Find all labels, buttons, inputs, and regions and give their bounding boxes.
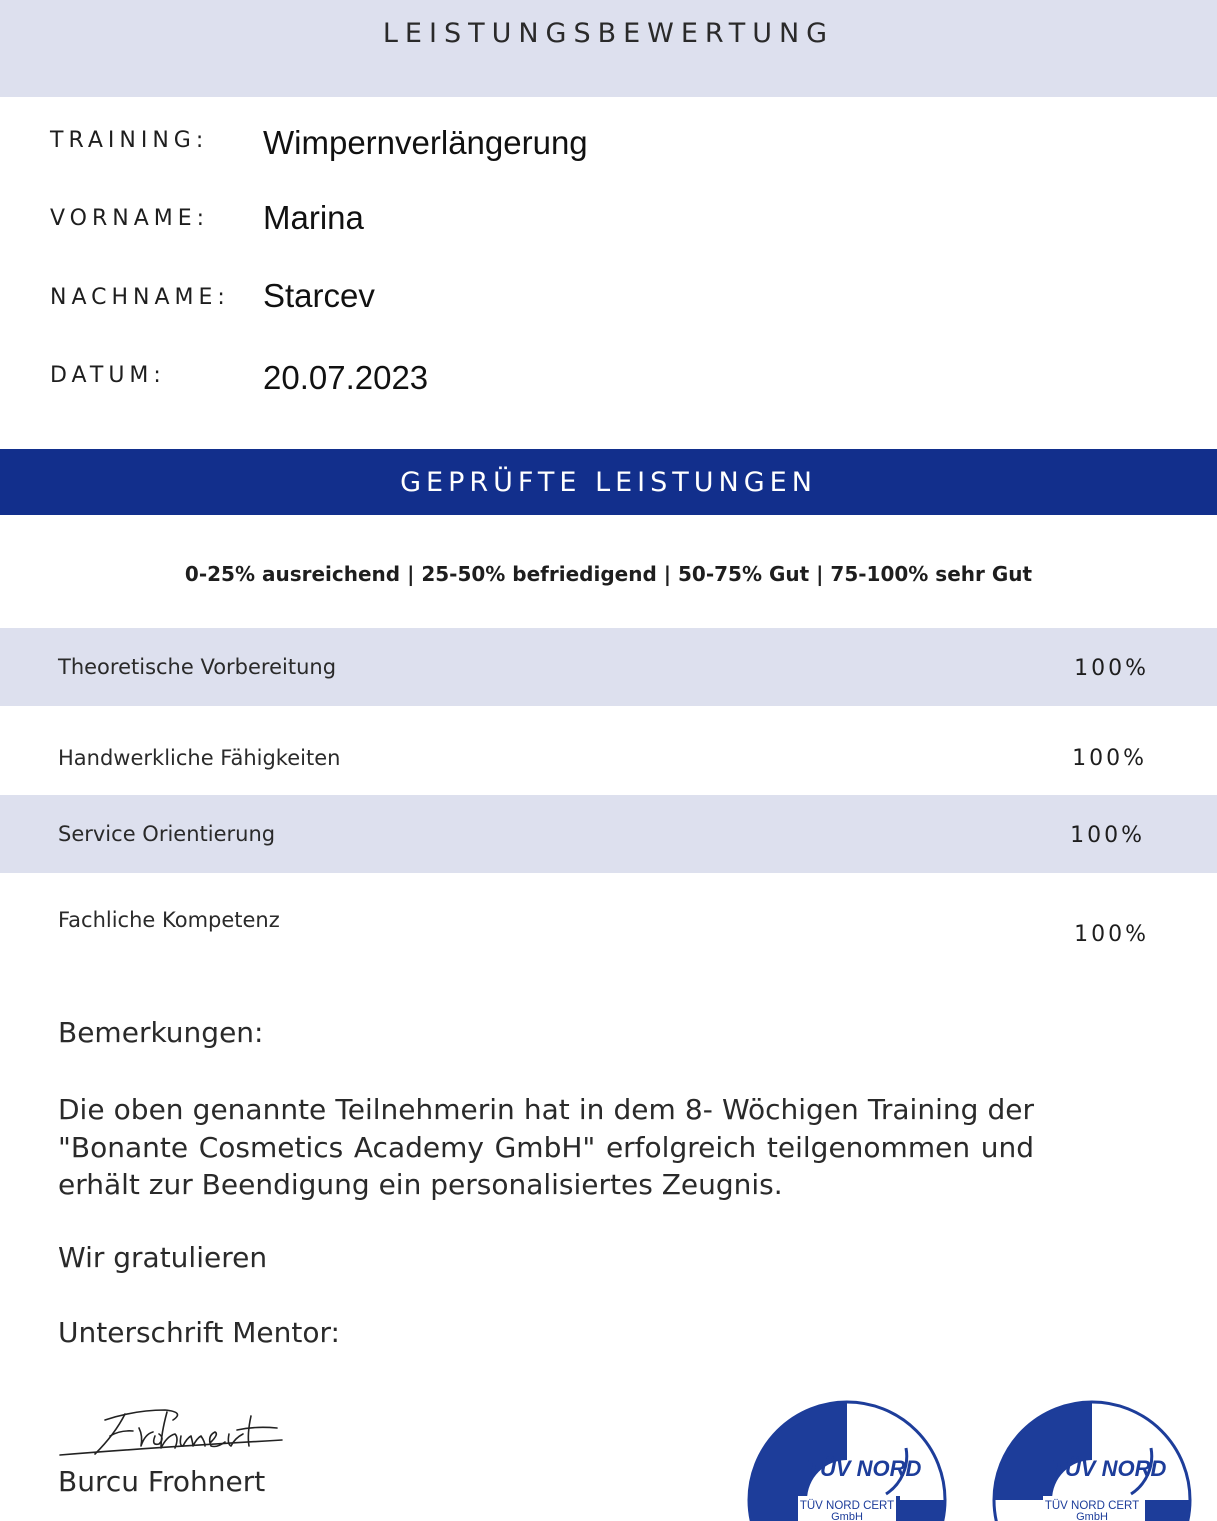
training-value: Wimpernverlängerung — [263, 124, 588, 161]
tuv-seal — [991, 1398, 1193, 1521]
result-value: 100% — [1070, 823, 1145, 848]
page-title: LEISTUNGSBEWERTUNG — [382, 18, 835, 49]
training-label: TRAINING: — [50, 128, 209, 153]
svg-text:TÜV NORD CERT: TÜV NORD CERT — [799, 1500, 895, 1512]
last-name-value: Starcev — [263, 277, 375, 314]
result-label: Handwerkliche Fähigkeiten — [58, 746, 341, 770]
result-label: Theoretische Vorbereitung — [58, 655, 337, 679]
congrats-text: Wir gratulieren — [58, 1241, 268, 1274]
last-name-label: NACHNAME: — [50, 285, 230, 310]
result-value: 100% — [1074, 922, 1149, 947]
result-label: Service Orientierung — [58, 822, 276, 846]
signature-image — [55, 1398, 290, 1464]
date-label: DATUM: — [50, 363, 166, 388]
svg-text:GmbH: GmbH — [831, 1511, 863, 1521]
section-title: GEPRÜFTE LEISTUNGEN — [400, 467, 817, 498]
result-value: 100% — [1072, 746, 1147, 771]
svg-text:GmbH: GmbH — [1076, 1511, 1108, 1521]
tuv-seal — [746, 1398, 948, 1521]
svg-text:TÜV NORD CERT: TÜV NORD CERT — [1044, 1500, 1140, 1512]
result-label: Fachliche Kompetenz — [58, 908, 280, 932]
first-name-value: Marina — [263, 199, 364, 236]
signature-label: Unterschrift Mentor: — [58, 1316, 340, 1349]
svg-text:TÜV NORD: TÜV NORD — [806, 1456, 922, 1481]
svg-text:TÜV NORD: TÜV NORD — [1051, 1456, 1167, 1481]
date-value: 20.07.2023 — [263, 359, 429, 396]
mentor-name: Burcu Frohnert — [58, 1465, 266, 1498]
remarks-title: Bemerkungen: — [58, 1016, 264, 1049]
first-name-label: VORNAME: — [50, 206, 210, 231]
remarks-text: Die oben genannte Teilnehmerin hat in dem 8- Wöchigen Training der "Bonante Cosmetics Academy GmbH" erfolgreich teilgenommen und erhält zur Beendigung ein personalisiertes Zeugnis. — [58, 1093, 1034, 1201]
result-value: 100% — [1074, 656, 1149, 681]
grading-scale: 0-25% ausreichend | 25-50% befriedigend | 50-75% Gut | 75-100% sehr Gut — [184, 562, 1033, 586]
